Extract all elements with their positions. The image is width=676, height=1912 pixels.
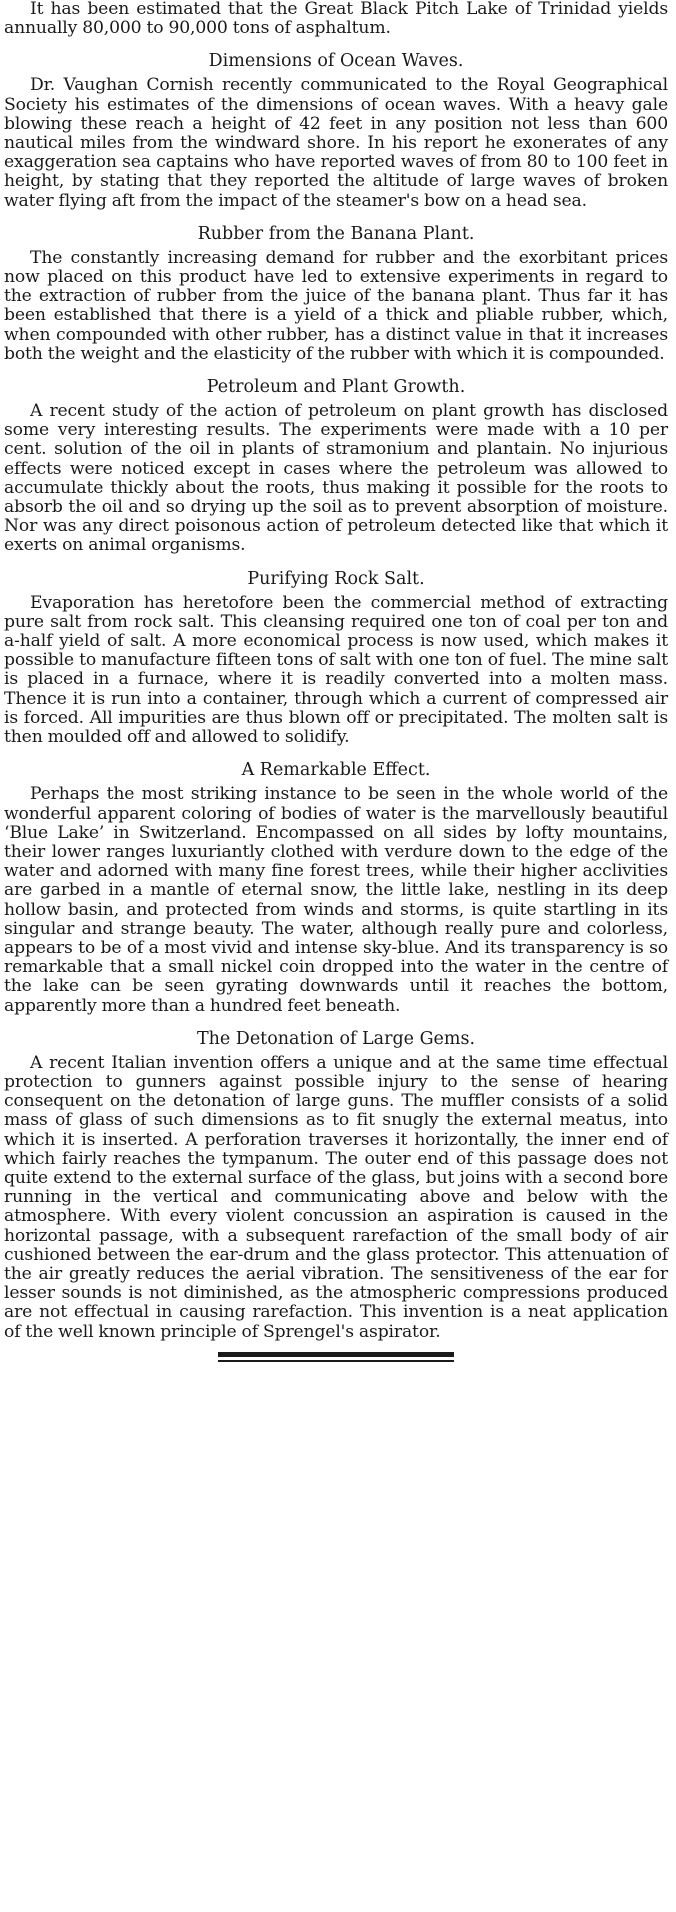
intro-paragraph: It has been estimated that the Great Black Pitch Lake of Trinidad yields annually 80,000 to 90,000 tons of asphaltum. [4,0,668,39]
article-heading: Purifying Rock Salt. [247,568,425,589]
article-body: Perhaps the most striking instance to be seen in the whole world of the wonderful apparent coloring of bodies of water is the marvellously beautiful ‘Blue Lake’ in Switzerland. Encompassed on all sides by lofty mountains, their lower ranges luxuriantly clothed with verdure down to the edge of the water and adorned with many fine forest trees, while their higher acclivities are garbed in a mantle of eternal snow, the little lake, nestling in its deep hollow basin, and protected from winds and storms, is quite startling in its singular and strange beauty. The water, although really pure and colorless, appears to be of a most vivid and intense sky-blue. And its transparency is so remarkable that a small nickel coin dropped into the water in the centre of the lake can be seen gyrating downwards until it reaches the bottom, apparently more than a hundred feet beneath. [4,784,668,1016]
end-rule [4,1352,668,1362]
article-column [4,0,668,1362]
article-petroleum-plants [4,376,668,556]
article-heading: Petroleum and Plant Growth. [206,377,466,398]
end-rule-thick [218,1352,454,1357]
article-detonation [4,1028,668,1342]
article-remarkable-effect [4,759,668,1015]
article-banana-rubber [4,223,668,364]
article-body: A recent study of the action of petroleum on plant growth has disclosed some very interesting results. The experiments were made with a 10 per cent. solution of the oil in plants of stramonium and plantain. No injurious effects were noticed except in cases where the petroleum was allowed to accumulate thickly about the roots, thus making it possible for the roots to absorb the oil and so drying up the soil as to prevent absorption of moisture. Nor was any direct poisonous action of petroleum detected like that which it exerts on animal organisms. [4,401,668,556]
end-rule-thin [218,1360,454,1362]
article-body: A recent Italian invention offers a unique and at the same time effectual protection to gunners against possible injury to the sense of hearing consequent on the detonation of large guns. The muffler consists of a solid mass of glass of such dimensions as to fit snugly the external meatus, into which it is inserted. A perforation traverses it horizontally, the inner end of which fairly reaches the tympanum. The outer end of this passage does not quite extend to the external surface of the glass, but joins with a second bore running in the vertical and communicating above and below with the atmosphere. With every violent concussion an aspiration is caused in the horizontal passage, with a subsequent rarefaction of the small body of air cushioned between the ear-drum and the glass protector. This attenuation of the air greatly reduces the aerial vibration. The sensitiveness of the ear for lesser sounds is not diminished, as the atmospheric compressions produced are not effectual in causing rarefaction. This invention is a neat application of the well known principle of Sprengel's aspirator. [4,1052,668,1342]
article-heading: Rubber from the Banana Plant. [197,223,475,244]
article-body: The constantly increasing demand for rubber and the exorbitant prices now placed on this product have led to extensive experiments in regard to the extraction of rubber from the juice of the banana plant. Thus far it has been established that there is a yield of a thick and pliable rubber, which, when compounded with other rubber, has a distinct value in that it increases both the weight and the elasticity of the rubber with which it is compounded. [4,247,668,364]
article-body: Dr. Vaughan Cornish recently communicated to the Royal Geographical Society his estimates of the dimensions of ocean waves. With a heavy gale blowing these reach a height of 42 feet in any position not less than 600 nautical miles from the windward shore. In his report he exonerates of any exaggeration sea captains who have reported waves of from 80 to 100 feet in height, by stating that they reported the altitude of large waves of broken water flying aft from the impact of the steamer's bow on a head sea. [4,75,668,211]
article-rock-salt [4,568,668,748]
article-heading: The Detonation of Large Gems. [196,1028,476,1049]
article-body: Evaporation has heretofore been the commercial method of extracting pure salt from rock salt. This cleansing required one ton of coal per ton and a-half yield of salt. A more economical process is now used, which makes it possible to manufacture fifteen tons of salt with one ton of fuel. The mine salt is placed in a furnace, where it is readily converted into a molten mass. Thence it is run into a container, through which a current of compressed air is forced. All impurities are thus blown off or precipitated. The molten salt is then moulded off and allowed to solidify. [4,592,668,748]
article-heading: A Remarkable Effect. [241,760,431,781]
article-ocean-waves [4,50,668,210]
article-heading: Dimensions of Ocean Waves. [208,51,464,72]
